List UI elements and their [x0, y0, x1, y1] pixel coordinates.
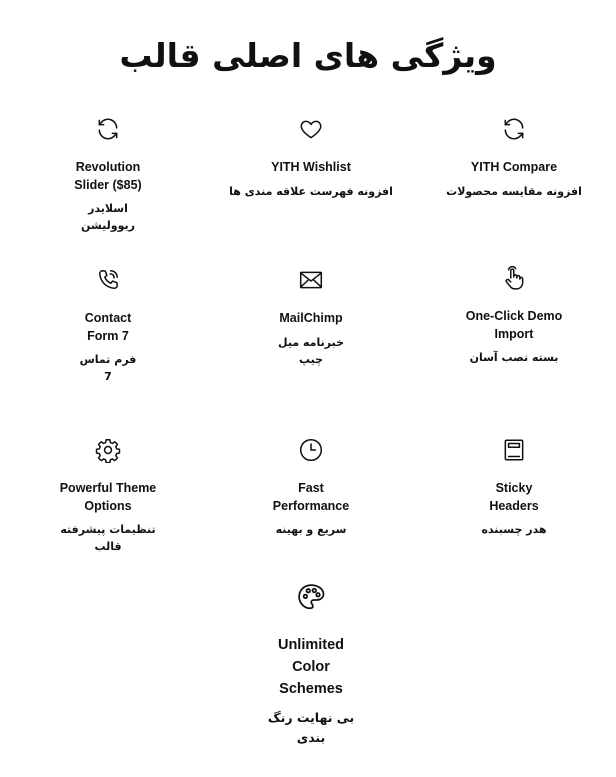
feature-title-fa: سریع و بهینه: [275, 523, 347, 536]
feature-title-fa: افزونه مقایسه محصولات: [446, 184, 582, 198]
feature-title-en: Fast Performance: [272, 481, 350, 513]
feature-title-en: Revolution Slider ($85): [74, 160, 142, 192]
feature-sticky-headers: [429, 434, 599, 538]
feature-title-en: One-Click Demo Import: [465, 309, 563, 341]
phone-icon: [92, 264, 124, 296]
page-title: ویژگی های اصلی قالب: [119, 36, 497, 75]
feature-unlimited-colors: [226, 578, 396, 748]
refresh-icon: [498, 113, 530, 145]
feature-title-fa: بسته نصب آسان: [469, 351, 559, 364]
feature-title-en: Unlimited Color Schemes: [277, 637, 345, 697]
feature-revolution-slider: [23, 113, 193, 234]
feature-title-fa: فرم تماس 7: [79, 353, 137, 383]
hand-pointer-icon: [498, 262, 530, 294]
feature-title-fa: اسلایدر ریوولیشن: [81, 202, 135, 232]
feature-title-en: Powerful Theme Options: [59, 481, 157, 513]
feature-title-fa: بی نهایت رنگ بندی: [267, 710, 355, 745]
feature-theme-options: [23, 434, 193, 555]
feature-title-fa: خبرنامه میل چیپ: [278, 335, 344, 366]
feature-title-en: YITH Wishlist: [271, 160, 351, 174]
window-icon: [498, 434, 530, 466]
feature-mailchimp: [226, 264, 396, 368]
feature-title-en: Contact Form 7: [84, 311, 132, 343]
feature-fast-performance: [226, 434, 396, 538]
feature-one-click-demo: [429, 262, 599, 366]
feature-yith-compare: [429, 113, 599, 200]
heart-icon: [295, 113, 327, 145]
feature-title-en: Sticky Headers: [489, 481, 539, 513]
clock-icon: [295, 434, 327, 466]
feature-title-en: YITH Compare: [470, 160, 558, 174]
feature-contact-form: [23, 264, 193, 385]
refresh-icon: [92, 113, 124, 145]
feature-yith-wishlist: [226, 113, 396, 200]
feature-title-en: MailChimp: [279, 311, 343, 325]
mail-icon: [295, 264, 327, 296]
gear-icon: [92, 434, 124, 466]
feature-title-fa: هدر چسبنده: [481, 523, 547, 536]
feature-title-fa: افزونه فهرست علاقه مندی ها: [229, 184, 393, 198]
palette-icon: [292, 578, 330, 616]
feature-title-fa: تنظیمات پیشرفته قالب: [60, 523, 156, 553]
